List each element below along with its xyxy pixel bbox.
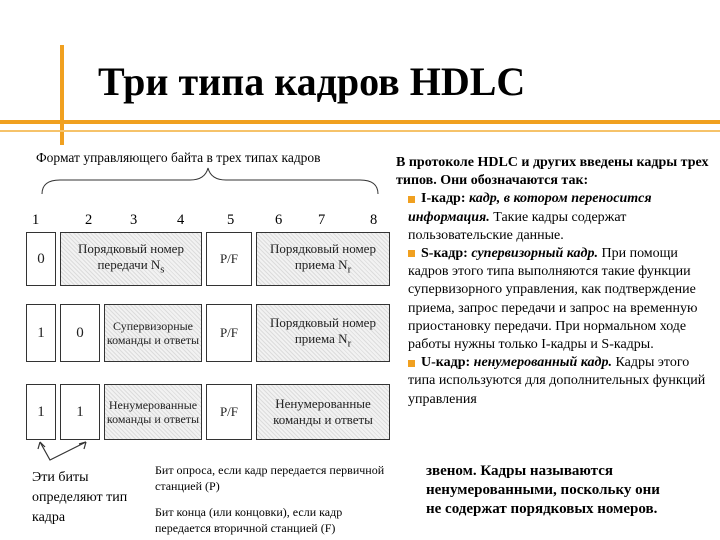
accent-horizontal-line-thin — [0, 130, 720, 132]
u-frame-italic: ненумерованный кадр. — [473, 355, 612, 371]
bit-number-8: 8 — [370, 212, 378, 228]
final-bit-note: Бит конца (или концовки), если кадр передается вторичной станцией (F) — [155, 505, 343, 535]
s-frame-nr-field — [256, 304, 390, 362]
bullet-icon — [408, 196, 415, 203]
bit-number-6: 6 — [275, 212, 283, 228]
diagram-caption: Формат управляющего байта в трех типах кадров — [36, 150, 321, 165]
tail-line-2: ненумерованными, поскольку они — [426, 482, 660, 498]
s-frame-item — [396, 245, 714, 354]
u-frame-label: U-кадр: — [421, 355, 471, 371]
caption-brace — [40, 166, 385, 196]
i-frame-italic: кадр, в котором переносится информация. — [408, 191, 652, 225]
bullet-icon — [408, 250, 415, 257]
i-frame-pf: P/F — [206, 232, 252, 286]
explanation-text — [396, 154, 714, 409]
s-frame-italic: супервизорный кадр. — [471, 246, 598, 262]
s-frame-label: S-кадр: — [421, 246, 468, 262]
i-frame-label: I-кадр: — [421, 191, 466, 207]
bit-number-5: 5 — [227, 212, 235, 228]
u-frame-unnumbered-left: Ненумерованные команды и ответы — [104, 384, 202, 440]
u-frame-bit2: 1 — [60, 384, 100, 440]
u-frame-unnumbered-right: Ненумерованные команды и ответы — [256, 384, 390, 440]
bit-number-7: 7 — [318, 212, 326, 228]
accent-horizontal-line — [0, 120, 720, 124]
i-frame-bit1: 0 — [26, 232, 56, 286]
intro-paragraph: В протоколе HDLC и других введены кадры трех типов. Они обозначаются так: — [396, 155, 709, 189]
i-frame-nr-field — [256, 232, 390, 286]
s-frame-bit1: 1 — [26, 304, 56, 362]
bit-number-3: 3 — [130, 212, 138, 228]
u-frame-pf: P/F — [206, 384, 252, 440]
poll-bit-note: Бит опроса, если кадр передается первичной станцией (P) — [155, 463, 385, 493]
s-frame-rest: При помощи кадров этого типа выполняются такие функции супервизорного управления, как подтверждение приема, запрос передачи и запрос на временную приостановку передачи. При нормальном ходе работы нужны только I-кадры и S-кадры. — [408, 246, 698, 353]
tail-line-1: звеном. Кадры называются — [426, 463, 614, 479]
u-frame-rest: Кадры этого типа используются для дополнительных функций управления — [408, 355, 706, 407]
u-frame-bit1: 1 — [26, 384, 56, 440]
i-frame-item — [396, 190, 714, 245]
bits-pointer-arrows — [30, 440, 110, 464]
i-frame-ns-field — [60, 232, 202, 286]
i-frame-rest: Такие кадры содержат пользовательские данные. — [408, 209, 627, 243]
i-frame-nr-label: Порядковый номер приема N — [270, 241, 376, 272]
bit-number-1: 1 — [32, 212, 40, 228]
s-frame-nr-sub: r — [347, 337, 352, 350]
tail-text — [426, 462, 718, 519]
i-frame-ns-label: Порядковый номер передачи N — [78, 241, 184, 272]
bit-number-2: 2 — [85, 212, 93, 228]
u-frame-item — [396, 354, 714, 409]
s-frame-pf: P/F — [206, 304, 252, 362]
s-frame-nr-label: Порядковый номер приема N — [270, 315, 376, 346]
s-frame-bit2: 0 — [60, 304, 100, 362]
bullet-icon — [408, 360, 415, 367]
bit-number-4: 4 — [177, 212, 185, 228]
s-frame-supervisory-field: Супервизорные команды и ответы — [104, 304, 202, 362]
i-frame-ns-sub: s — [160, 263, 165, 276]
slide-title: Три типа кадров HDLC — [98, 59, 526, 104]
bits-note: Эти биты определяют тип кадра — [32, 470, 128, 525]
tail-line-3: не содержат порядковых номеров. — [426, 501, 658, 517]
i-frame-nr-sub: r — [347, 263, 352, 276]
